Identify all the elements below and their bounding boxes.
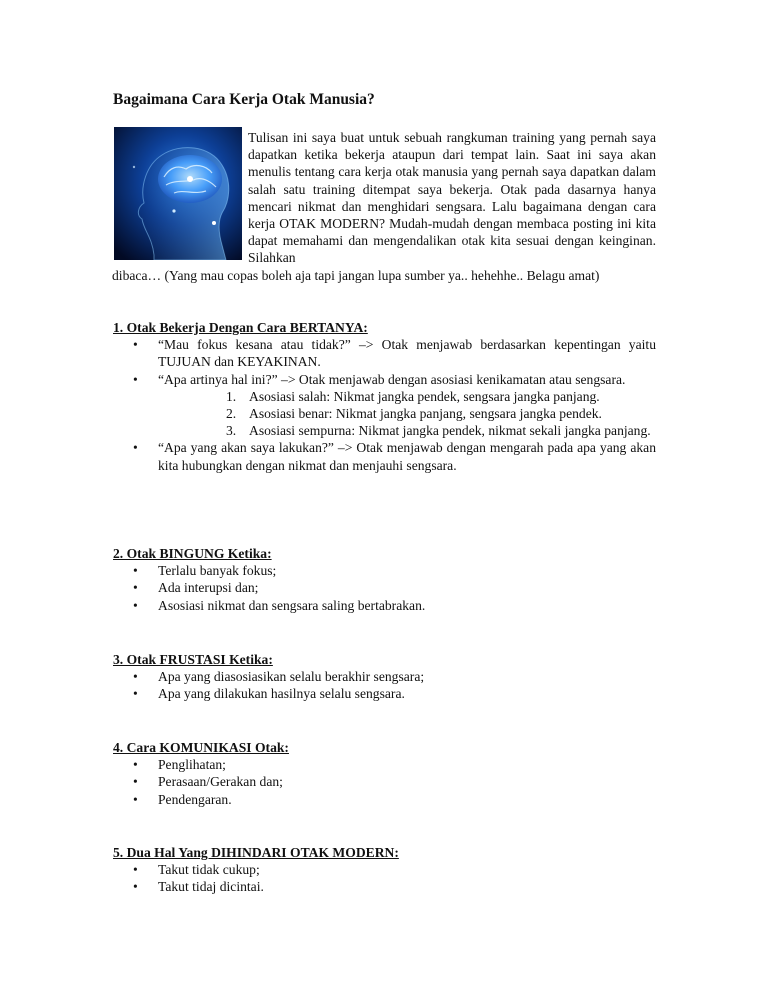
bullet-list (113, 668, 656, 702)
section-heading: 4. Cara KOMUNIKASI Otak: (113, 740, 289, 755)
list-item: • Terlalu banyak fokus; (113, 562, 656, 579)
numbered-item (113, 388, 656, 405)
list-item: • Takut tidaj dicintai. (113, 878, 656, 895)
list-item: • Apa yang dilakukan hasilnya selalu sengsara. (113, 685, 656, 702)
section-frustasi (113, 651, 656, 703)
brain-head-icon (114, 127, 242, 260)
list-item: • Ada interupsi dan; (113, 579, 656, 596)
intro-paragraph: Tulisan ini saya buat untuk sebuah rangkuman training yang pernah saya dapatkan ketika bekerja ataupun dari tempat lain. Saat ini saya akan menulis tentang cara kerja otak manusia yang pernah saya dapatkan dalam salah satu training ditempat saya bekerja. Otak pada dasarnya hanya mencari nikmat dan menghidari sengsara. Lalu bagaimana dengan cara kerja OTAK MODERN? Mudah-mudah dengan membaca posting ini kita dapat memahami dan mengendalikan otak kita sesuai dengan keinginan. Silahkan (248, 130, 656, 266)
list-item: • “Apa artinya hal ini?” –> Otak menjawab dengan asosiasi kenikamatan atau sengsara. (113, 371, 656, 388)
section-heading: 2. Otak BINGUNG Ketika: (113, 546, 272, 561)
section-heading: 5. Dua Hal Yang DIHINDARI OTAK MODERN: (113, 845, 399, 860)
section-komunikasi (113, 739, 656, 808)
list-item: • Penglihatan; (113, 756, 656, 773)
numbered-list (113, 388, 656, 440)
section-dihindari (113, 844, 656, 896)
bullet-list (113, 439, 656, 473)
intro-last-line: dibaca… (Yang mau copas boleh aja tapi jangan lupa sumber ya.. hehehhe.. Belagu amat) (112, 268, 600, 283)
numbered-item (113, 405, 656, 422)
bullet-list (113, 861, 656, 895)
section-heading: 3. Otak FRUSTASI Ketika: (113, 652, 273, 667)
item-number: 2. (226, 406, 237, 422)
item-text: Asosiasi salah: Nikmat jangka pendek, sengsara jangka panjang. (249, 388, 600, 404)
section-heading: 1. Otak Bekerja Dengan Cara BERTANYA: (113, 320, 368, 335)
list-item: • Perasaan/Gerakan dan; (113, 773, 656, 790)
list-item: • Pendengaran. (113, 791, 656, 808)
item-text: Asosiasi sempurna: Nikmat jangka pendek, nikmat sekali jangka panjang. (249, 423, 651, 439)
document-title: Bagaimana Cara Kerja Otak Manusia? (113, 91, 375, 108)
numbered-item (113, 422, 656, 439)
list-item: • Takut tidak cukup; (113, 861, 656, 878)
section-bingung (113, 545, 656, 614)
bullet-list (113, 336, 656, 388)
brain-illustration (114, 127, 242, 260)
bullet-list (113, 562, 656, 614)
item-number: 3. (226, 423, 237, 439)
list-item: • Apa yang diasosiasikan selalu berakhir sengsara; (113, 668, 656, 685)
list-item: • “Mau fokus kesana atau tidak?” –> Otak menjawab berdasarkan kepentingan yaitu TUJUAN dan KEYAKINAN. (113, 336, 656, 370)
item-number: 1. (226, 388, 237, 404)
item-text: Asosiasi benar: Nikmat jangka panjang, sengsara jangka pendek. (249, 406, 602, 422)
list-item: • Asosiasi nikmat dan sengsara saling bertabrakan. (113, 597, 656, 614)
bullet-list (113, 756, 656, 808)
list-item: • “Apa yang akan saya lakukan?” –> Otak menjawab dengan mengarah pada apa yang akan kita hubungkan dengan nikmat dan menjauhi sengsara. (113, 439, 656, 473)
section-bertanya (113, 319, 656, 474)
